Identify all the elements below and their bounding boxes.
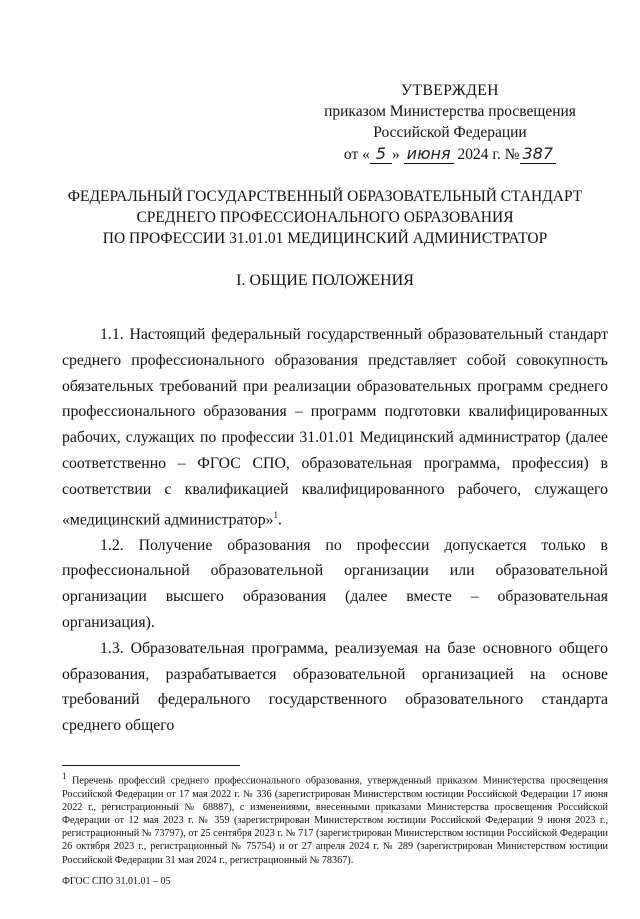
handwritten-order-number: 387 xyxy=(520,144,557,164)
approval-line-2: Российской Федерации xyxy=(373,124,527,141)
document-title xyxy=(60,186,590,249)
approval-title: УТВЕРЖДЕН xyxy=(401,82,499,99)
approval-line-1: приказом Министерства просвещения xyxy=(324,103,576,120)
date-prefix: от « xyxy=(343,146,370,163)
footnote xyxy=(62,770,608,867)
footnote-text: Перечень профессий среднего профессионального образования, утвержденный приказом Министерства просвещения Российской Федерации от 17 мая 2022 г. № 336 (зарегистрирован Министерством юстиции Российской Федерации 17 июня 2022 г., регистрационный № 68887), с изменениями, внесенными приказами Министерства просвещения Российской Федерации от 12 мая 2023 г. № 359 (зарегистрирован Министерством юстиции Российской Федерации 9 июня 2023 г., регистрационный № 73797), от 25 сентября 2023 г. № 717 (зарегистрирован Министерством юстиции Российской Федерации 26 октября 2023 г., регистрационный № 75754) и от 27 апреля 2024 г. № 289 (зарегистрирован Министерством юстиции Российской Федерации 31 мая 2024 г., регистрационный № 78367). xyxy=(62,775,609,866)
title-line-3: ПО ПРОФЕССИИ 31.01.01 МЕДИЦИНСКИЙ АДМИНИСТРАТОР xyxy=(102,230,548,247)
handwritten-month: июня xyxy=(404,144,454,164)
date-mid: » xyxy=(392,146,400,163)
date-year: 2024 г. № xyxy=(457,146,520,163)
footer-code: ФГОС СПО 31.01.01 – 05 xyxy=(62,876,171,887)
paragraph-1-2: 1.2. Получение образования по профессии допускается только в профессиональной образовательной организации или образовательной организации высшего образования (далее вместе – образовательная организация). xyxy=(62,536,608,632)
handwritten-day: 5 xyxy=(370,144,392,164)
paragraph-1-3: 1.3. Образовательная программа, реализуемая на базе основного общего образования, разрабатывается образовательной организацией на основе требований федерального государственного образовательного стандарта среднего общего xyxy=(62,639,608,735)
section-heading: I. ОБЩИЕ ПОЛОЖЕНИЯ xyxy=(236,272,414,289)
title-line-2: СРЕДНЕГО ПРОФЕССИОНАЛЬНОГО ОБРАЗОВАНИЯ xyxy=(136,209,514,226)
footnote-divider xyxy=(62,765,240,766)
approval-date-line xyxy=(300,143,600,165)
approval-block xyxy=(300,80,600,165)
footnote-marker: 1 xyxy=(62,771,67,781)
footnote-reference[interactable]: 1 xyxy=(273,509,278,520)
paragraph-1-1: 1.1. Настоящий федеральный государственный образовательный стандарт среднего профессионального образования представляет собой совокупность обязательных требований при реализации образовательных программ среднего профессионального образования – программ подготовки квалифицированных рабочих, служащих по профессии 31.01.01 Медицинский администратор (далее соответственно – ФГОС СПО, образовательная программа, профессия) в соответствии с квалификацией квалифицированного рабочего, служащего «медицинский администратор»$^1$. xyxy=(62,326,608,528)
title-line-1: ФЕДЕРАЛЬНЫЙ ГОСУДАРСТВЕННЫЙ ОБРАЗОВАТЕЛЬНЫЙ СТАНДАРТ xyxy=(67,188,583,205)
document-body xyxy=(62,322,608,739)
paragraph-1-1-text: 1.1. Настоящий федеральный государственный образовательный стандарт среднего профессионального образования представляет собой совокупность обязательных требований при реализации образовательных программ среднего профессионального образования – программ подготовки квалифицированных рабочих, служащих по профессии 31.01.01 Медицинский администратор (далее соответственно – ФГОС СПО, образовательная программа, профессия) в соответствии с квалификацией квалифицированного рабочего, служащего «медицинский администратор» xyxy=(62,326,608,528)
